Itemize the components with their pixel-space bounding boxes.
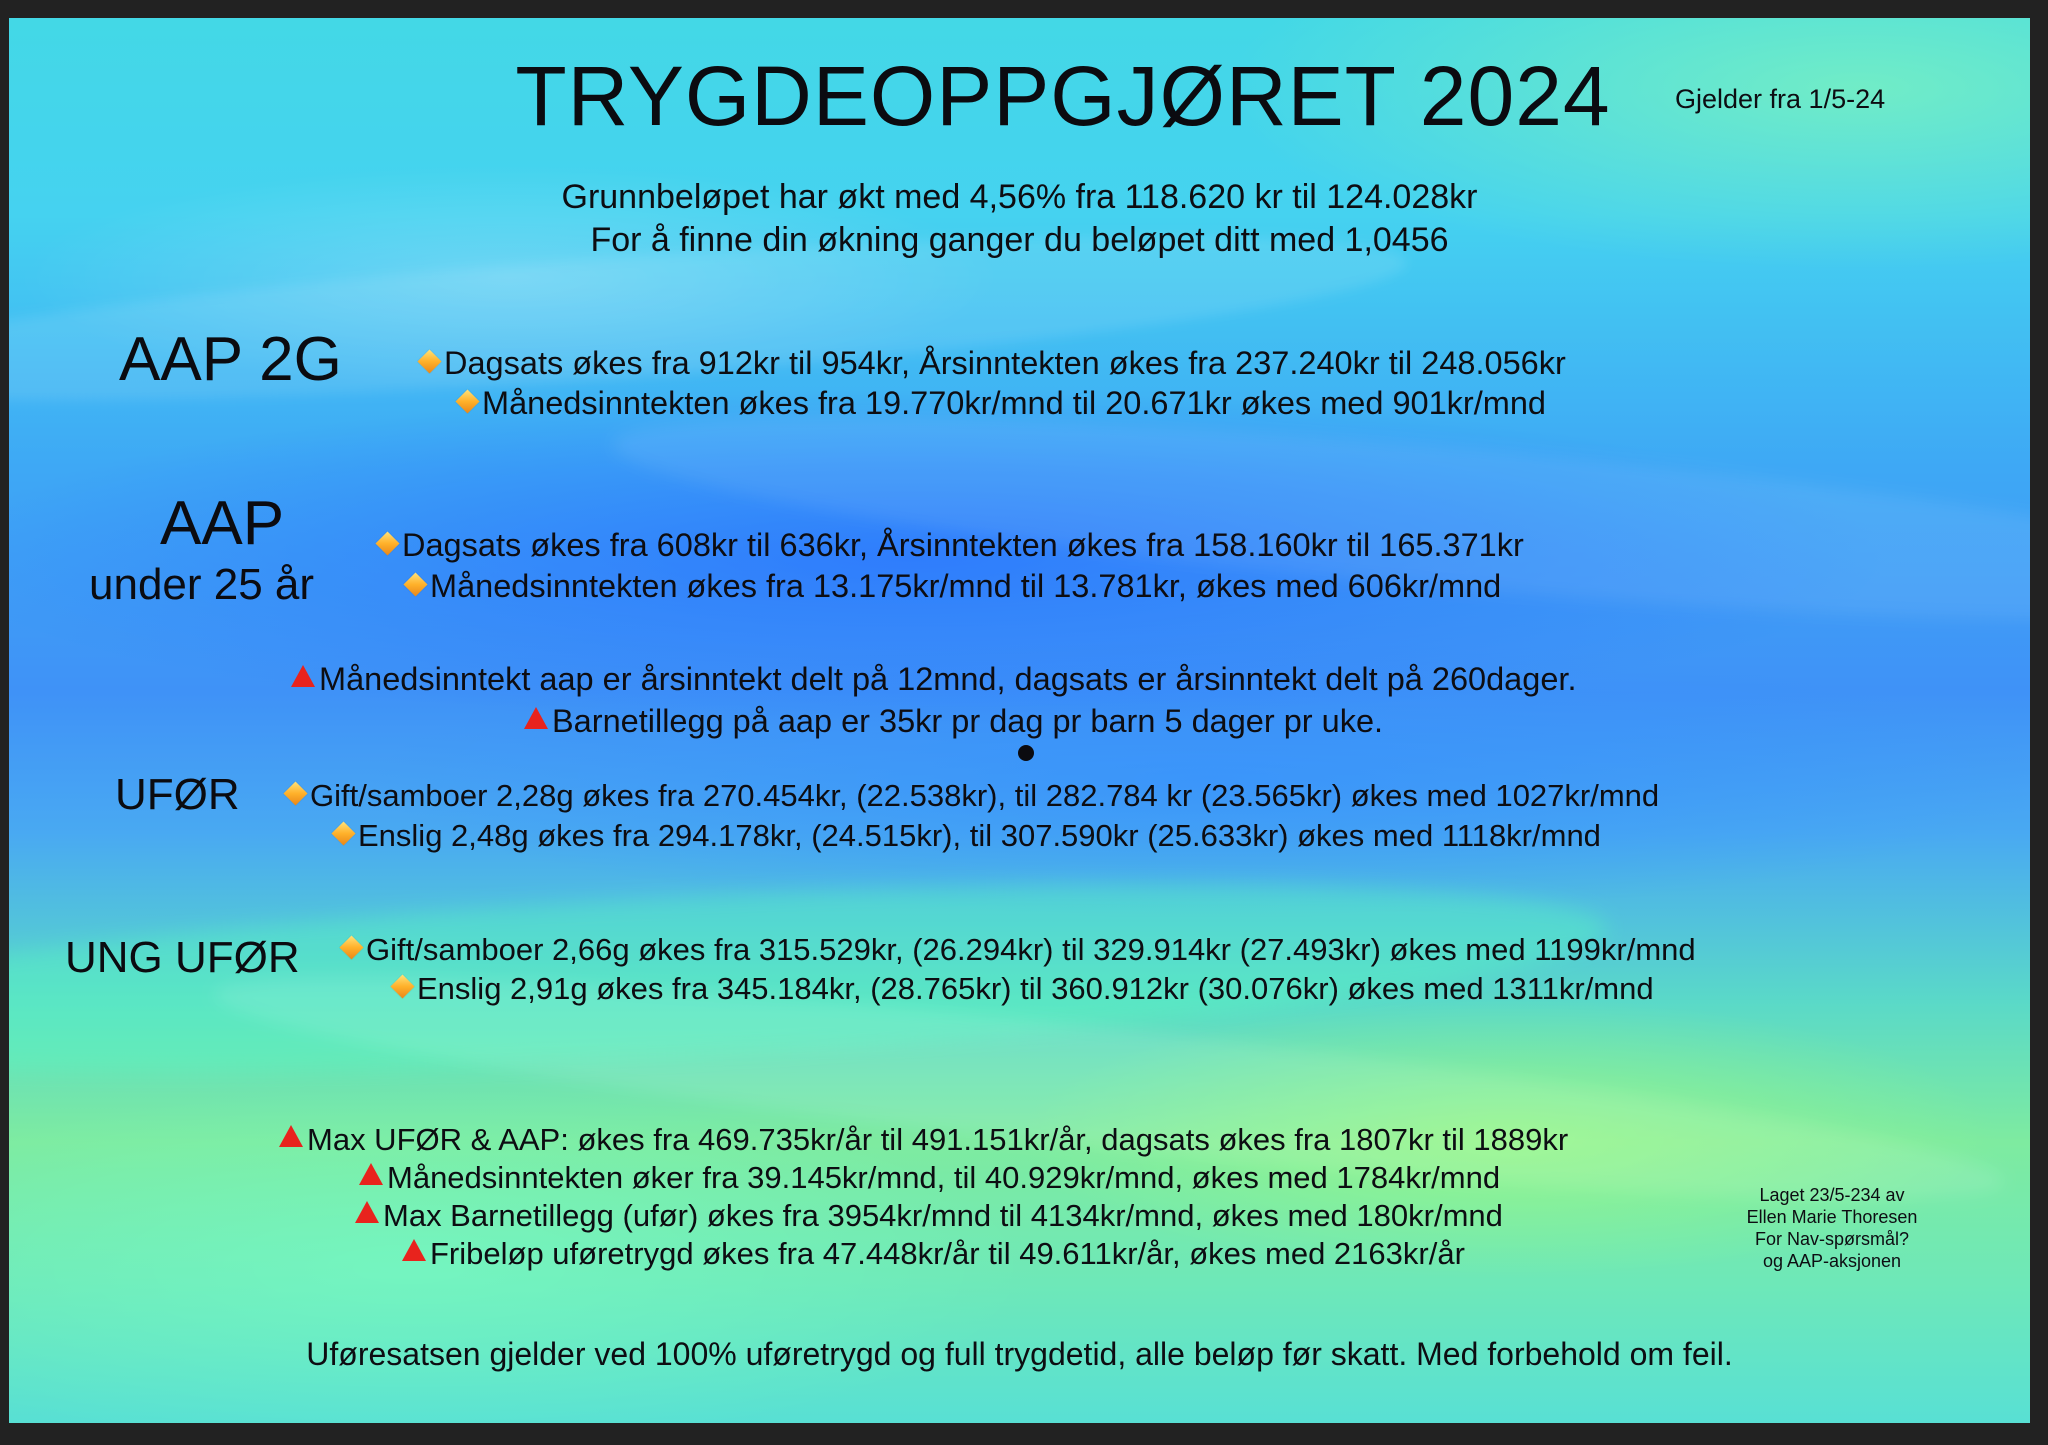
intro-line-1: Grunnbeløpet har økt med 4,56% fra 118.620 kr til 124.028kr (561, 178, 1478, 216)
red-triangle-icon (359, 1163, 383, 1185)
diamond-bullet-icon (455, 389, 479, 413)
section-label-ufor: UFØR (115, 770, 240, 819)
diamond-bullet-icon (375, 531, 399, 555)
credit-line-4: og AAP-aksjonen (1762, 1251, 1902, 1271)
note-line-1 (291, 661, 1576, 698)
aap-line-1-text: Dagsats økes fra 608kr til 636kr, Årsinntekten økes fra 158.160kr til 165.371kr (402, 527, 1524, 563)
ung-ufor-line-2 (394, 971, 1654, 1007)
black-dot-icon (1018, 745, 1034, 761)
diamond-bullet-icon (390, 974, 414, 998)
ufor-line-2-text: Enslig 2,48g økes fra 294.178kr, (24.515kr), til 307.590kr (25.633kr) økes med 1118kr/mnd (358, 818, 1601, 853)
max-line-1 (279, 1122, 1568, 1158)
section-sublabel-aap: under 25 år (89, 560, 315, 609)
max-line-1-text: Max UFØR & AAP: økes fra 469.735kr/år til 491.151kr/år, dagsats økes fra 1807kr til 1889kr (307, 1122, 1569, 1157)
red-triangle-icon (291, 665, 315, 687)
ung-ufor-line-2-text: Enslig 2,91g økes fra 345.184kr, (28.765kr) til 360.912kr (30.076kr) økes med 1311kr/mnd (417, 971, 1654, 1006)
diamond-bullet-icon (417, 349, 441, 373)
aap2g-line-1 (421, 345, 1566, 382)
credit-line-3: For Nav-spørsmål? (1754, 1229, 1910, 1249)
red-triangle-icon (279, 1125, 303, 1147)
max-line-3-text: Max Barnetillegg (ufør) økes fra 3954kr/mnd til 4134kr/mnd, økes med 180kr/mnd (383, 1198, 1503, 1233)
valid-from-date: Gjelder fra 1/5-24 (1675, 84, 1886, 114)
max-line-4 (402, 1236, 1465, 1272)
ung-ufor-line-1 (343, 932, 1696, 968)
note-line-2-text: Barnetillegg på aap er 35kr pr dag pr barn 5 dager pr uke. (552, 703, 1384, 739)
section-label-aap: AAP (160, 489, 285, 558)
credit-note (1727, 1184, 1937, 1272)
ufor-line-1-text: Gift/samboer 2,28g økes fra 270.454kr, (22.538kr), til 282.784 kr (23.565kr) økes med 1027kr/mnd (310, 778, 1660, 813)
aap2g-line-2 (459, 385, 1546, 422)
ufor-line-1 (287, 778, 1659, 814)
red-triangle-icon (524, 707, 548, 729)
credit-line-2: Ellen Marie Thoresen (1746, 1207, 1918, 1227)
footer-disclaimer: Uføresatsen gjelder ved 100% uføretrygd og full trygdetid, alle beløp før skatt. Med forbehold om feil. (306, 1336, 1733, 1372)
aap2g-line-1-text: Dagsats økes fra 912kr til 954kr, Årsinntekten økes fra 237.240kr til 248.056kr (444, 345, 1566, 381)
max-line-2-text: Månedsinntekten øker fra 39.145kr/mnd, til 40.929kr/mnd, økes med 1784kr/mnd (387, 1160, 1501, 1195)
aap-line-2 (407, 568, 1501, 605)
section-label-ung-ufor: UNG UFØR (65, 933, 300, 982)
max-line-2 (359, 1160, 1500, 1196)
max-line-3 (355, 1198, 1503, 1234)
note-line-2 (524, 703, 1383, 740)
ufor-line-2 (335, 818, 1601, 854)
section-label-aap2g: AAP 2G (119, 325, 342, 394)
red-triangle-icon (355, 1201, 379, 1223)
aap-line-2-text: Månedsinntekten økes fra 13.175kr/mnd til 13.781kr, økes med 606kr/mnd (430, 568, 1502, 604)
note-line-1-text: Månedsinntekt aap er årsinntekt delt på 12mnd, dagsats er årsinntekt delt på 260dager. (319, 661, 1577, 697)
diamond-bullet-icon (331, 821, 355, 845)
diamond-bullet-icon (339, 935, 363, 959)
red-triangle-icon (402, 1239, 426, 1261)
poster (9, 18, 2030, 1423)
intro-line-2: For å finne din økning ganger du beløpet ditt med 1,0456 (590, 221, 1449, 259)
max-line-4-text: Fribeløp uføretrygd økes fra 47.448kr/år til 49.611kr/år, økes med 2163kr/år (430, 1236, 1465, 1271)
diamond-bullet-icon (403, 572, 427, 596)
ung-ufor-line-1-text: Gift/samboer 2,66g økes fra 315.529kr, (26.294kr) til 329.914kr (27.493kr) økes med 1199kr/mnd (366, 932, 1696, 967)
credit-line-1: Laget 23/5-234 av (1759, 1185, 1905, 1205)
aap-line-1 (379, 527, 1524, 564)
page-title: TRYGDEOPPGJØRET 2024 (515, 49, 1611, 143)
diamond-bullet-icon (283, 781, 307, 805)
aap2g-line-2-text: Månedsinntekten økes fra 19.770kr/mnd til 20.671kr økes med 901kr/mnd (482, 385, 1546, 421)
